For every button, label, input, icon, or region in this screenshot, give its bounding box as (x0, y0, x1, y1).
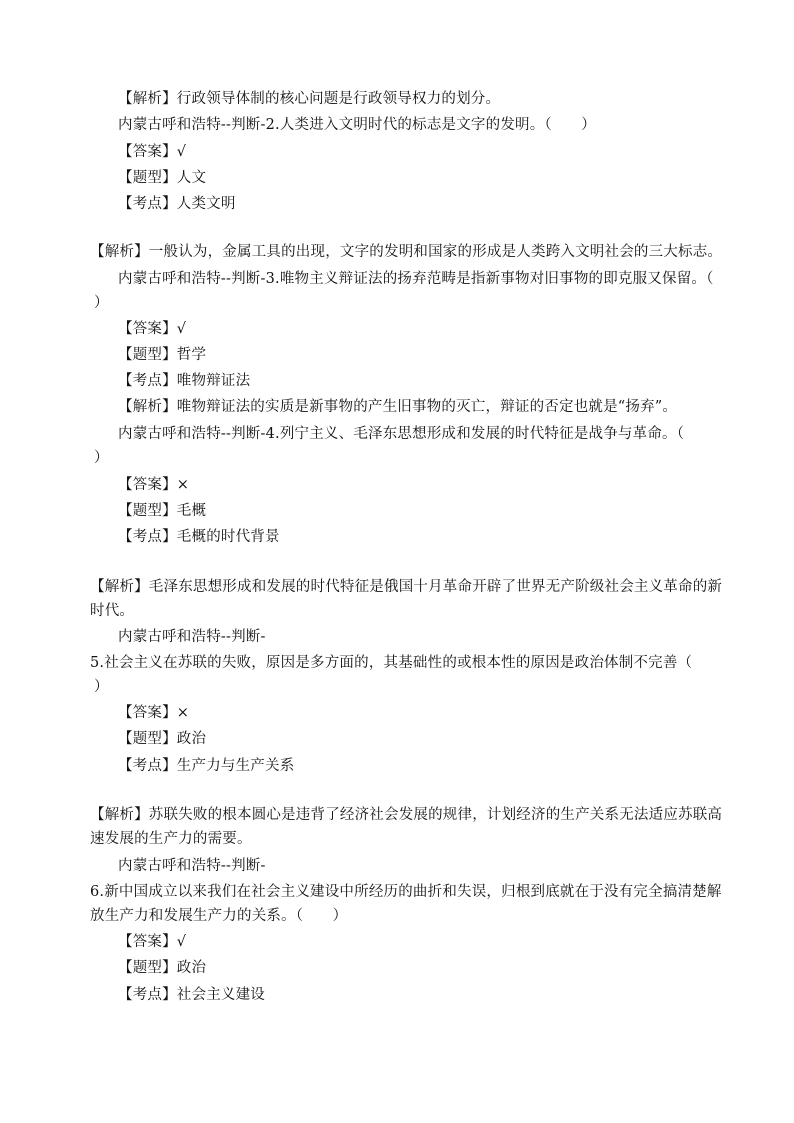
question-4-bracket: ） (94, 450, 109, 466)
question-6: 6.新中国成立以来我们在社会主义建设中所经历的曲折和失误，归根到底就在于没有完全搞清楚解 (90, 884, 722, 900)
analysis-5-cont: 速发展的生产力的需要。 (90, 831, 252, 847)
topic-4: 【考点】毛概的时代背景 (118, 529, 280, 545)
question-5: 5.社会主义在苏联的失败，原因是多方面的，其基础性的或根本性的原因是政治体制不完善（ (90, 655, 693, 671)
question-5-bracket: ） (94, 679, 109, 695)
question-5-source: 内蒙古呼和浩特--判断- (118, 629, 266, 645)
topic-5: 【考点】生产力与生产关系 (118, 758, 295, 774)
answer-2: 【答案】√ (118, 144, 187, 160)
type-2: 【题型】人文 (118, 170, 207, 186)
analysis-5: 【解析】苏联失败的根本圆心是违背了经济社会发展的规律，计划经济的生产关系无法适应苏联高 (90, 807, 723, 823)
topic-6: 【考点】社会主义建设 (118, 987, 265, 1003)
topic-3: 【考点】唯物辩证法 (118, 373, 251, 389)
answer-3: 【答案】√ (118, 321, 187, 337)
question-2: 内蒙古呼和浩特--判断-2.人类进入文明时代的标志是文字的发明。（ ） (118, 117, 596, 133)
answer-4: 【答案】× (118, 477, 190, 493)
analysis-4-cont: 时代。 (90, 603, 135, 619)
analysis-3: 【解析】唯物辩证法的实质是新事物的产生旧事物的灭亡，辩证的否定也就是“扬弃”。 (118, 399, 678, 415)
question-3: 内蒙古呼和浩特--判断-3.唯物主义辩证法的扬弃范畴是指新事物对旧事物的即克服又保留。（ (118, 271, 714, 287)
analysis-1: 【解析】行政领导体制的核心问题是行政领导权力的划分。 (118, 91, 501, 107)
analysis-2: 【解析】一般认为，金属工具的出现，文字的发明和国家的形成是人类跨入文明社会的三大标志。 (90, 244, 723, 260)
question-6-source: 内蒙古呼和浩特--判断- (118, 858, 266, 874)
type-3: 【题型】哲学 (118, 347, 207, 363)
type-5: 【题型】政治 (118, 731, 207, 747)
analysis-4: 【解析】毛泽东思想形成和发展的时代特征是俄国十月革命开辟了世界无产阶级社会主义革命的新 (90, 579, 723, 595)
question-3-bracket: ） (94, 295, 109, 311)
answer-6: 【答案】√ (118, 934, 187, 950)
answer-5: 【答案】× (118, 705, 190, 721)
type-4: 【题型】毛概 (118, 503, 207, 519)
type-6: 【题型】政治 (118, 960, 207, 976)
question-4: 内蒙古呼和浩特--判断-4.列宁主义、毛泽东思想形成和发展的时代特征是战争与革命。（ (118, 426, 685, 442)
topic-2: 【考点】人类文明 (118, 196, 236, 212)
question-6-cont: 放生产力和发展生产力的关系。（ ） (90, 908, 348, 924)
